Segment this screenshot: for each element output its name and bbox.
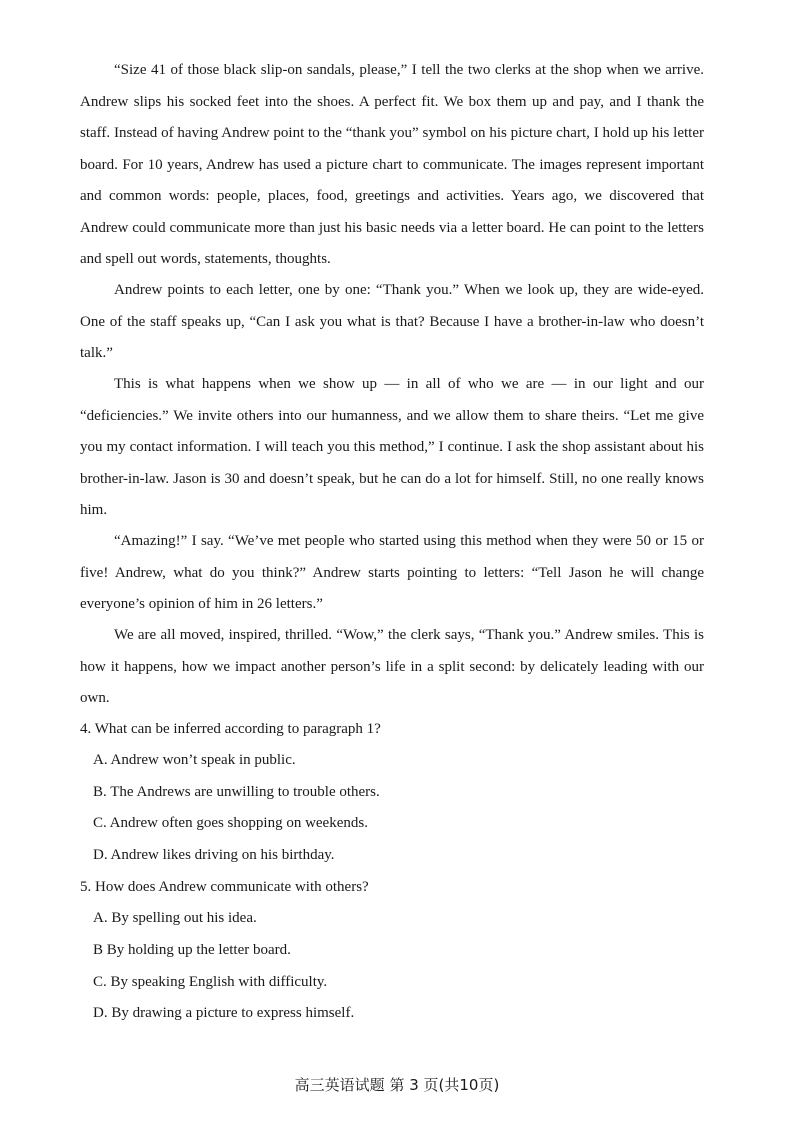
question-4-option-a: A. Andrew won’t speak in public. (93, 752, 296, 768)
question-5-option-d: D. By drawing a picture to express himself. (93, 1005, 355, 1021)
passage-paragraph-1: “Size 41 of those black slip-on sandals, please,” I tell the two clerks at the shop when we arrive. Andrew slips his socked feet into the shoes. A perfect fit. We box them up and pay, and I thank the staff. Instead of having Andrew point to the “thank you” symbol on his picture chart, I hold up his letter board. For 10 years, Andrew has used a picture chart to communicate. The images represent important and common words: people, places, food, greetings and activities. Years ago, we discovered that Andrew could communicate more than just his basic needs via a letter board. He can point to the letters and spell out words, statements, thoughts. (80, 62, 704, 267)
question-5-option-a: A. By spelling out his idea. (93, 910, 257, 926)
passage-paragraph-3: This is what happens when we show up — in all of who we are — in our light and our “deficiencies.” We invite others into our humanness, and we allow them to share theirs. “Let me give you my contact information. I will teach you this method,” I continue. I ask the shop assistant about his brother-in-law. Jason is 30 and doesn’t speak, but he can do a lot for himself. Still, no one really knows him. (80, 376, 704, 518)
question-5-stem: 5. How does Andrew communicate with others? (80, 879, 369, 895)
question-4-stem: 4. What can be inferred according to paragraph 1? (80, 721, 381, 737)
question-4-option-b: B. The Andrews are unwilling to trouble others. (93, 784, 380, 800)
passage-paragraph-4: “Amazing!” I say. “We’ve met people who started using this method when they were 50 or 15 or five! Andrew, what do you think?” Andrew starts pointing to letters: “Tell Jason he will change everyone’s opinion of him in 26 letters.” (80, 533, 704, 612)
question-4-option-c: C. Andrew often goes shopping on weekends. (93, 815, 368, 831)
question-4-option-d: D. Andrew likes driving on his birthday. (93, 847, 335, 863)
question-5-option-c: C. By speaking English with difficulty. (93, 974, 328, 990)
page-footer: 高三英语试题 第 3 页(共10页) (294, 1076, 500, 1094)
question-5-option-b: B By holding up the letter board. (93, 942, 291, 958)
passage-paragraph-5: We are all moved, inspired, thrilled. “Wow,” the clerk says, “Thank you.” Andrew smiles. This is how it happens, how we impact another person’s life in a split second: by delicately leading with our own. (80, 627, 704, 706)
passage-paragraph-2: Andrew points to each letter, one by one: “Thank you.” When we look up, they are wide-eyed. One of the staff speaks up, “Can I ask you what is that? Because I have a brother-in-law who doesn’t talk.” (80, 282, 704, 361)
